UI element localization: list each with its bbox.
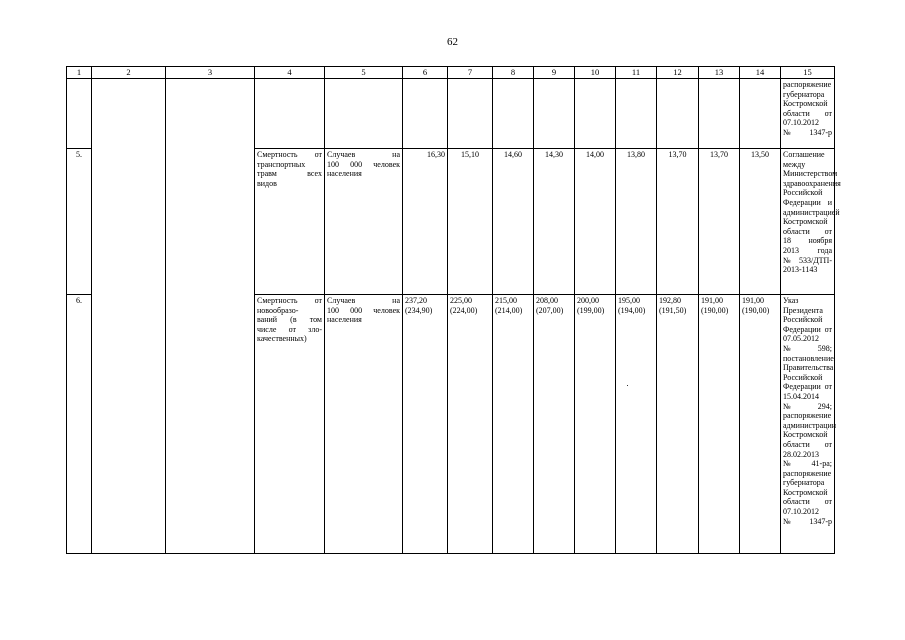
column-header: 9 <box>534 67 575 79</box>
cell-value: 13,80 <box>616 149 657 295</box>
cell-indicator <box>255 295 325 554</box>
text-line: 28.02.2013 <box>783 449 819 459</box>
column-header: 13 <box>699 67 740 79</box>
value-main: 208,00 <box>536 296 558 305</box>
text-line: новообразо- <box>257 305 299 315</box>
cell-value <box>657 79 699 149</box>
text-line: Федерации от <box>783 324 832 334</box>
value-main: 215,00 <box>495 296 517 305</box>
page-number: 62 <box>447 36 458 48</box>
text-line: области от <box>783 497 832 507</box>
text-line: травм всех <box>257 169 322 179</box>
text-line: Костромской <box>783 217 828 227</box>
column-header: 5 <box>325 67 403 79</box>
column-header: 10 <box>575 67 616 79</box>
text-line: Федерации и <box>783 197 832 207</box>
cell-value <box>448 295 493 554</box>
text-line: Правительства <box>783 363 834 373</box>
value-main: 225,00 <box>450 296 472 305</box>
cell-value: 14,30 <box>534 149 575 295</box>
text-line: распоряжение <box>783 411 832 421</box>
value-main: 191,00 <box>742 296 764 305</box>
text-line: 18 ноября <box>783 236 832 246</box>
text-line: Соглашение <box>783 150 825 159</box>
cell-value <box>740 295 781 554</box>
value-prev: (190,00) <box>742 305 770 315</box>
text-line: губернатора <box>783 89 825 99</box>
text-line: населения <box>327 315 362 325</box>
text-line: между <box>783 159 806 169</box>
row-number: 5. <box>67 149 92 295</box>
cell-col-3 <box>166 79 255 554</box>
value-main: 191,00 <box>701 296 723 305</box>
header-row <box>67 67 835 79</box>
text-line: видов <box>257 178 277 188</box>
cell-value <box>493 79 534 149</box>
text-line: Смертность от <box>257 150 322 159</box>
text-line: № 1347-р <box>783 516 832 526</box>
cell-value: 14,60 <box>493 149 534 295</box>
cell-value: 13,50 <box>740 149 781 295</box>
scan-speck <box>627 385 628 386</box>
value-prev: (234,90) <box>405 305 433 315</box>
cell-value: 16,30 <box>403 149 448 295</box>
text-line: 07.10.2012 <box>783 507 819 517</box>
text-line: транспортных <box>257 159 306 169</box>
continuation-row <box>67 79 835 149</box>
text-line: 100 000 человек <box>327 159 400 169</box>
column-header: 2 <box>92 67 166 79</box>
text-line: губернатора <box>783 478 825 488</box>
column-header: 6 <box>403 67 448 79</box>
cell-indicator <box>255 149 325 295</box>
cell-value: 13,70 <box>699 149 740 295</box>
cell-value: 13,70 <box>657 149 699 295</box>
value-prev: (207,00) <box>536 305 564 315</box>
text-line: № 1347-р <box>783 127 832 137</box>
cell-value <box>575 79 616 149</box>
column-header: 11 <box>616 67 657 79</box>
column-header: 8 <box>493 67 534 79</box>
text-line: Костромской <box>783 487 828 497</box>
value-main: 237,20 <box>405 296 427 305</box>
text-line: № 41-ра; <box>783 459 832 469</box>
cell-num <box>67 79 92 149</box>
cell-value <box>534 79 575 149</box>
column-header: 15 <box>781 67 835 79</box>
text-line: качественных) <box>257 334 307 344</box>
cell-source <box>781 149 841 295</box>
text-line: области от <box>783 439 832 449</box>
text-line: № 294; <box>783 401 832 411</box>
text-line: числе от зло- <box>257 324 322 334</box>
cell-unit <box>325 295 403 554</box>
text-line: постановление <box>783 353 834 363</box>
text-line: ваний (в том <box>257 315 322 325</box>
text-line: 07.10.2012 <box>783 118 819 128</box>
value-prev: (199,00) <box>577 305 605 315</box>
value-prev: (214,00) <box>495 305 523 315</box>
value-prev: (190,00) <box>701 305 729 315</box>
text-line: Смертность от <box>257 296 322 305</box>
column-header: 4 <box>255 67 325 79</box>
cell-unit <box>325 149 403 295</box>
cell-source <box>781 295 835 554</box>
text-line: 07.05.2012 <box>783 334 819 344</box>
text-line: Указ Президента <box>783 296 823 315</box>
value-prev: (224,00) <box>450 305 478 315</box>
cell-value <box>616 79 657 149</box>
value-main: 192,80 <box>659 296 681 305</box>
cell-unit <box>325 79 403 149</box>
text-line: Костромской <box>783 430 828 440</box>
text-line: администрации <box>783 420 837 430</box>
text-line: Случаев на <box>327 150 400 159</box>
text-line: 100 000 человек <box>327 305 400 315</box>
column-header: 7 <box>448 67 493 79</box>
cell-value <box>448 79 493 149</box>
text-line: Российской <box>783 315 823 325</box>
value-prev: (191,50) <box>659 305 687 315</box>
text-line: 2013-1143 <box>783 265 818 275</box>
cell-value <box>616 295 657 554</box>
text-line: области от <box>783 108 832 118</box>
column-header: 1 <box>67 67 92 79</box>
value-main: 200,00 <box>577 296 599 305</box>
text-line: здравоохранения <box>783 178 841 188</box>
text-line: 2013 года <box>783 245 832 255</box>
text-line: Министерством <box>783 169 838 179</box>
text-line: населения <box>327 169 362 179</box>
text-line: № 533/ДТП- <box>783 255 832 265</box>
cell-value <box>403 79 448 149</box>
column-header: 3 <box>166 67 255 79</box>
text-line: Федерации от <box>783 382 832 392</box>
text-line: Российской <box>783 188 823 198</box>
cell-value <box>699 79 740 149</box>
text-line: Российской <box>783 372 823 382</box>
cell-indicator <box>255 79 325 149</box>
cell-value <box>534 295 575 554</box>
cell-value: 14,00 <box>575 149 616 295</box>
text-line: Случаев на <box>327 296 400 305</box>
column-header: 12 <box>657 67 699 79</box>
column-header: 14 <box>740 67 781 79</box>
value-main: 195,00 <box>618 296 640 305</box>
text-line: администрацией <box>783 207 840 217</box>
cell-value <box>493 295 534 554</box>
cell-source <box>781 79 835 149</box>
cell-value <box>575 295 616 554</box>
row-number: 6. <box>67 295 92 554</box>
text-line: области от <box>783 226 832 236</box>
value-prev: (194,00) <box>618 305 646 315</box>
cell-value <box>699 295 740 554</box>
cell-value <box>403 295 448 554</box>
text-line: № 598; <box>783 343 832 353</box>
cell-value: 15,10 <box>448 149 493 295</box>
text-line: 15.04.2014 <box>783 391 819 401</box>
cell-value <box>740 79 781 149</box>
text-line: распоряжение <box>783 80 832 89</box>
text-line: распоряжение <box>783 468 832 478</box>
indicators-table <box>66 66 841 554</box>
text-line: Костромской <box>783 99 828 109</box>
cell-col-2 <box>92 79 166 554</box>
cell-value <box>657 295 699 554</box>
